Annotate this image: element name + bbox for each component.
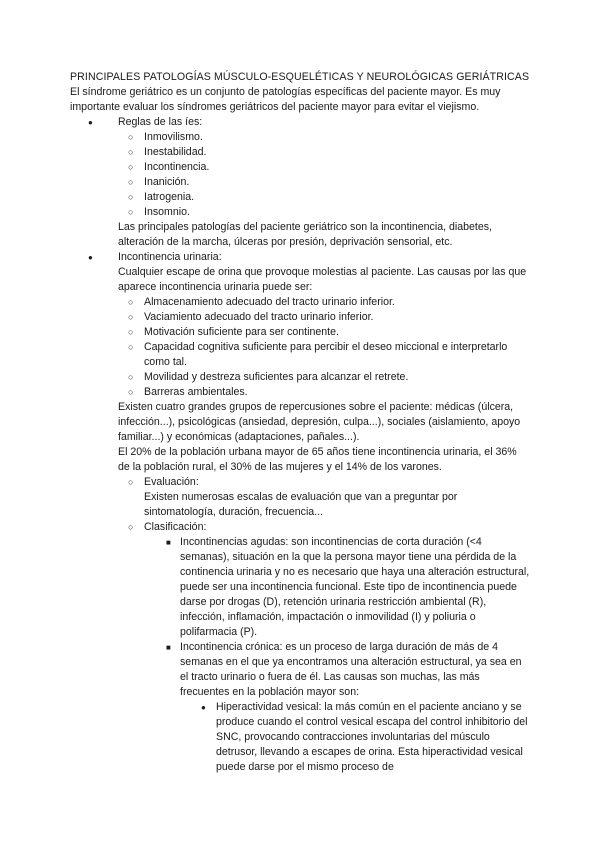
list-item (70, 475, 530, 490)
list-item-text: Iatrogenia. (144, 191, 195, 203)
document-title: PRINCIPALES PATOLOGÍAS MÚSCULO-ESQUELÉTICAS Y NEUROLÓGICAS GERIÁTRICAS (70, 71, 530, 83)
bullet-circle-icon: ○ (128, 342, 134, 352)
list-item (70, 175, 530, 190)
list-item (70, 190, 530, 205)
bullet-circle-icon: ○ (128, 177, 134, 187)
hiperactividad-vesical-text: Hiperactividad vesical: la más común en el paciente anciano y se produce cuando el control vesical escapa del control inhibitorio del SNC, provocando contracciones involuntarias del músculo detrusor, llevando a escapes de orina. Esta hiperactividad vesical puede darse por el mismo proceso de (216, 701, 528, 773)
bullet-square-icon: ■ (166, 643, 171, 652)
bullet-circle-icon: ○ (128, 372, 134, 382)
intro-paragraph: El síndrome geriátrico es un conjunto de patologías específicas del paciente mayor. Es muy importante evaluar los síndromes geriátricos del paciente mayor para evitar el viejismo. (70, 86, 501, 113)
bullet-dot-icon: ● (88, 118, 93, 127)
bullet-circle-icon: ○ (128, 162, 134, 172)
list-item (70, 520, 530, 535)
list-item (70, 295, 530, 310)
list-item (70, 145, 530, 160)
bullet-circle-icon: ○ (128, 312, 134, 322)
list-item (70, 160, 530, 175)
bullet-square-icon: ■ (166, 538, 171, 547)
list-item-text: Motivación suficiente para ser continente. (144, 326, 339, 338)
bullet-circle-icon: ○ (128, 387, 134, 397)
list-item-text: Inanición. (144, 176, 190, 188)
list-item (70, 310, 530, 325)
bullet-circle-icon: ○ (128, 477, 134, 487)
incontinencia-heading: Incontinencia urinaria: (118, 251, 222, 263)
evaluacion-text: Existen numerosas escalas de evaluación que van a preguntar por sintomatología, duración, frecuencia... (144, 491, 458, 518)
bullet-dot-icon: ● (201, 703, 206, 712)
list-item (70, 130, 530, 145)
bullet-circle-icon: ○ (128, 327, 134, 337)
bullet-circle-icon: ○ (128, 207, 134, 217)
list-item-text: Vaciamiento adecuado del tracto urinario inferior. (144, 311, 374, 323)
list-item-text: Barreras ambientales. (144, 386, 248, 398)
list-item (70, 370, 530, 385)
list-item (70, 340, 530, 370)
list-item-text: Almacenamiento adecuado del tracto urinario inferior. (144, 296, 395, 308)
bullet-dot-icon: ● (88, 253, 93, 262)
list-item-text: Movilidad y destreza suficientes para alcanzar el retrete. (144, 371, 409, 383)
list-item (70, 535, 530, 640)
list-item-text: Insomnio. (144, 206, 190, 218)
list-item (70, 640, 530, 700)
incontinencias-agudas-text: Incontinencias agudas: son incontinencias de corta duración (<4 semanas), situación en la que la persona mayor tiene una pérdida de la continencia urinaria y no es necesario que haya una alteración estructural, puede ser una incontinencia funcional. Este tipo de incontinencia puede darse por drogas (D), retención urinaria restricción ambiental (R), infección, inflamación, impactación o inmovilidad (I) y poliuria o polifarmacia (P). (180, 536, 530, 638)
list-item (70, 325, 530, 340)
reglas-heading: Reglas de las íes: (118, 116, 203, 128)
list-item (70, 250, 530, 265)
list-item-text: Incontinencia. (144, 161, 210, 173)
prevalencia-paragraph: El 20% de la población urbana mayor de 65 años tiene incontinencia urinaria, el 36% de la población rural, el 30% de las mujeres y el 14% de los varones. (118, 446, 517, 473)
bullet-circle-icon: ○ (128, 132, 134, 142)
list-item-text: Inestabilidad. (144, 146, 207, 158)
list-item-text: Capacidad cognitiva suficiente para percibir el deseo miccional e interpretarlo como tal. (144, 341, 508, 368)
document-page (70, 70, 530, 775)
bullet-circle-icon: ○ (128, 522, 134, 532)
reglas-after-paragraph: Las principales patologías del paciente geriátrico son la incontinencia, diabetes, alteración de la marcha, úlceras por presión, deprivación sensorial, etc. (118, 221, 492, 248)
bullet-circle-icon: ○ (128, 297, 134, 307)
evaluacion-heading: Evaluación: (144, 476, 199, 488)
list-item (70, 700, 530, 775)
bullet-circle-icon: ○ (128, 147, 134, 157)
list-item-text: Inmovilismo. (144, 131, 203, 143)
bullet-circle-icon: ○ (128, 192, 134, 202)
clasificacion-heading: Clasificación: (144, 521, 207, 533)
incontinencia-cronica-text: Incontinencia crónica: es un proceso de larga duración de más de 4 semanas en el que ya encontramos una alteración estructural, ya sea en el tracto urinario o fuera de él. Las causas son muchas, las más frecuentes en la población mayor son: (180, 641, 522, 698)
list-item (70, 115, 530, 130)
list-item (70, 205, 530, 220)
incontinencia-intro: Cualquier escape de orina que provoque molestias al paciente. Las causas por las que aparece incontinencia urinaria puede ser: (118, 266, 527, 293)
list-item (70, 385, 530, 400)
repercusiones-paragraph: Existen cuatro grandes grupos de repercusiones sobre el paciente: médicas (úlcera, infección...), psicológicas (ansiedad, depresión, culpa...), sociales (aislamiento, apoyo familiar...) y económicas (adaptaciones, pañales...). (118, 401, 521, 443)
